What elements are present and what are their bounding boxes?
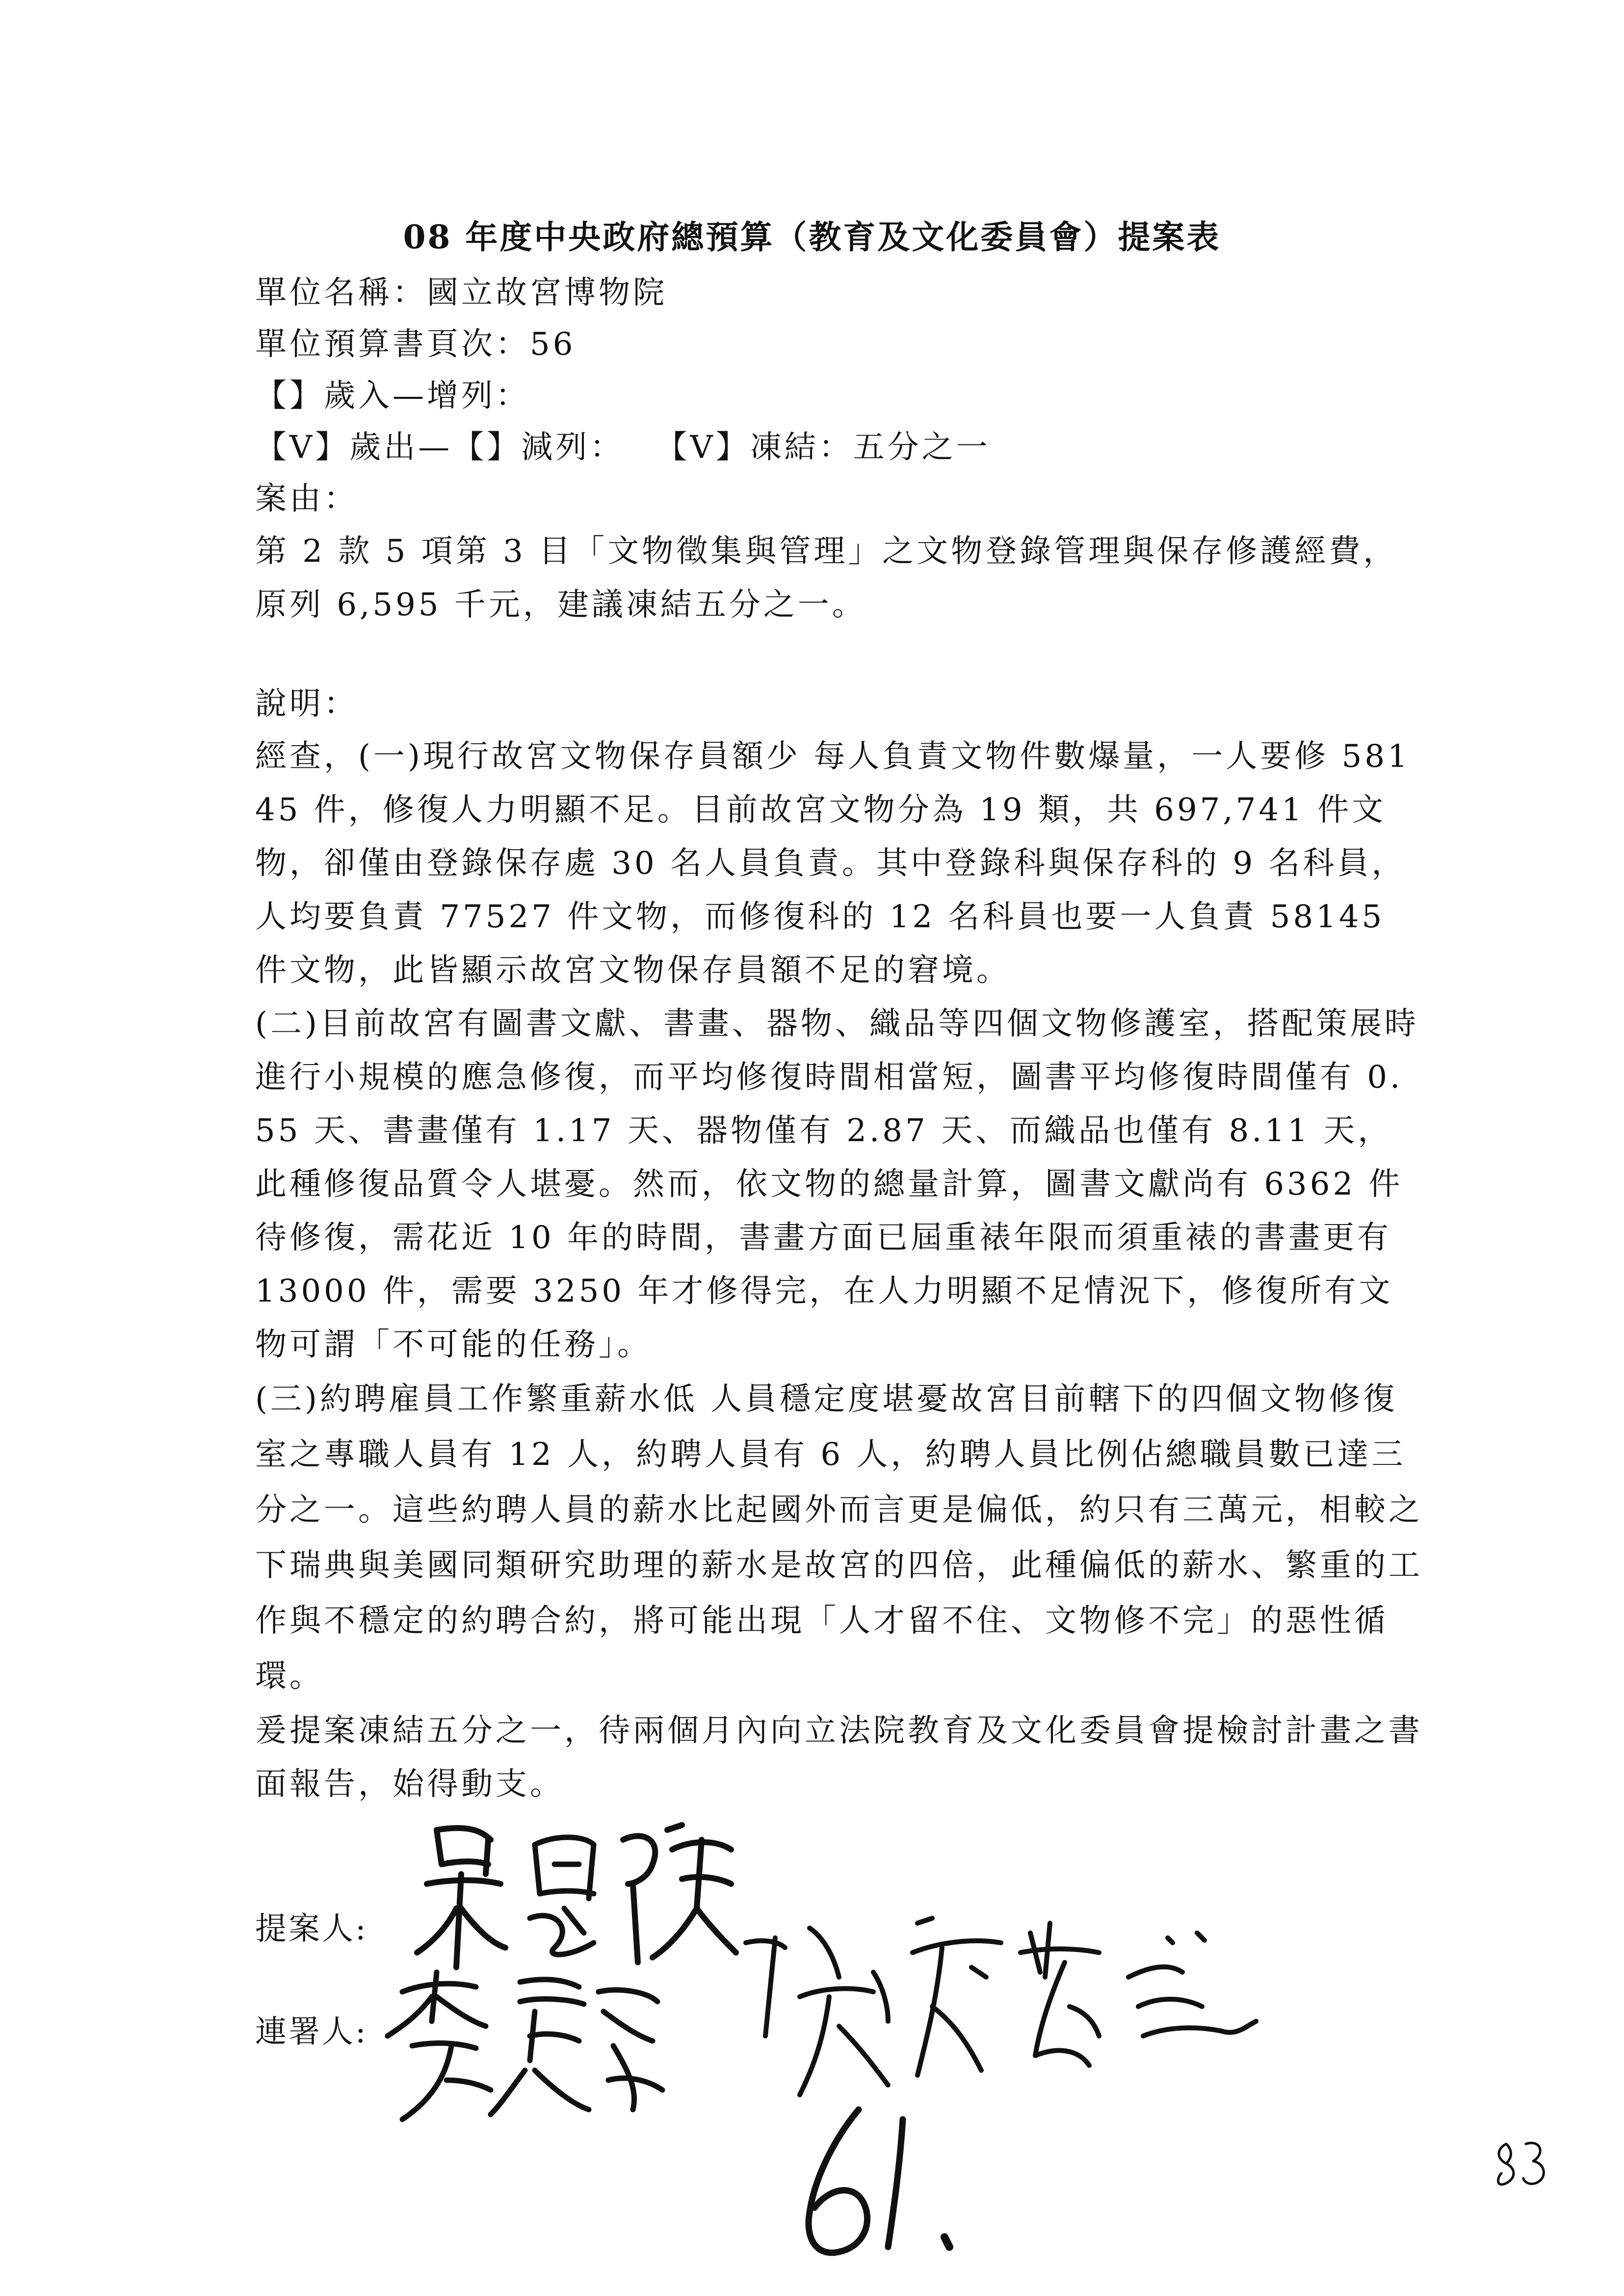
proposal-body — [255, 267, 1423, 1811]
cosigner-signature-2 — [726, 1908, 1315, 2116]
proposer-signature — [407, 1810, 741, 1974]
document-title: 08 年度中央政府總預算（教育及文化委員會）提案表 — [403, 218, 1221, 256]
proposer-label: 提案人: — [255, 1911, 368, 1947]
explanation-section-1: 經查，(一)現行故宮文物保存員額少 每人負責文物件數爆量，一人要修 58145 件，修復人力明顯不足。目前故宮文物分為 19 類，共 697,741 件文物，卻僅由登錄保存處 30 名人員負責。其中登錄科與保存科的 9 名科員，人均要負責 77527 件文物，而修復科的 12 名科員也要一人負責 58145 件文物，此皆顯示故宮文物保存員額不足的窘境。 — [255, 738, 1411, 989]
conclusion-text: 爰提案凍結五分之一，待兩個月內向立法院教育及文化委員會提檢討計畫之書面報告，始得動支。 — [255, 1713, 1423, 1802]
cosigner-signature-1 — [373, 1962, 667, 2126]
explanation-section-2: (二)目前故宮有圖書文獻、書畫、器物、織品等四個文物修護室，搭配策展時進行小規模的應急修復，而平均修復時間相當短，圖書平均修復時間僅有 0.55 天、書畫僅有 1.17 天、器物僅有 2.87 天、而織品也僅有 8.11 天，此種修復品質令人堪憂。然而，依文物的總量計算，圖書文獻尚有 6362 件待修復，需花近 10 年的時間，書畫方面已屆重裱年限而須重裱的書畫更有 13000 件，需要 3250 年才修得完，在人力明顯不足情況下，修復所有文物可謂「不可能的任務」。 — [255, 1006, 1419, 1363]
cosigner-label: 連署人: — [255, 2014, 368, 2050]
case-label: 案由： — [255, 481, 358, 517]
budget-page-line: 單位預算書頁次：56 — [255, 326, 576, 363]
explanation-section-3: (三)約聘雇員工作繁重薪水低 人員穩定度堪憂故宮目前轄下的四個文物修復室之專職人員有 12 人，約聘人員有 6 人，約聘人員比例佔總職員數已達三分之一。這些約聘人員的薪水比起國外而言更是偏低，約只有三萬元，相較之下瑞典與美國同類研究助理的薪水是故宮的四倍，此種偏低的薪水、繁重的工作與不穩定的約聘合約，將可能出現「人才留不住、文物修不完」的惡性循環。 — [255, 1381, 1423, 1695]
explanation-label: 說明： — [255, 686, 358, 722]
revenue-increase-line: 【】歲入—增列： — [255, 378, 530, 414]
spacer — [255, 632, 1423, 678]
corner-page-mark — [1492, 2124, 1555, 2200]
case-text: 第 2 款 5 項第 3 目「文物徵集與管理」之文物登錄管理與保存修護經費，原列 6,595 千元，建議凍結五分之一。 — [255, 533, 1398, 623]
unit-name-line: 單位名稱：國立故宮博物院 — [255, 275, 667, 311]
handwritten-number-61 — [775, 2100, 971, 2264]
expenditure-freeze-line: 【V】歲出—【】減列： 【V】凍結：五分之一 — [255, 429, 991, 466]
